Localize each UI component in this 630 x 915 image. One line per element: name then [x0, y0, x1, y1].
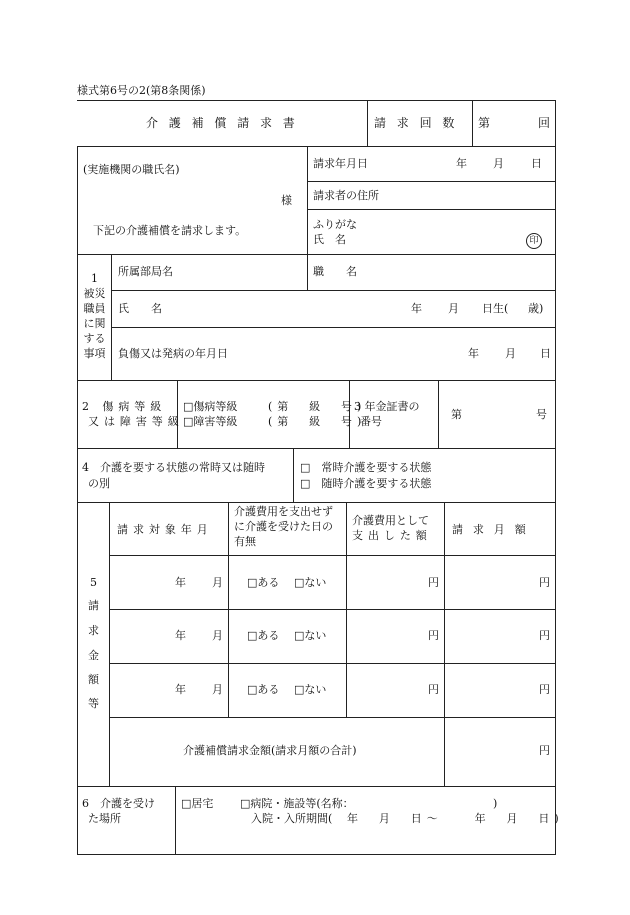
- row3-month: 月: [212, 683, 223, 696]
- request-day: 日: [531, 157, 542, 170]
- s5-label-3: 求: [88, 624, 99, 637]
- request-text: 下記の介護補償を請求します。: [93, 224, 247, 237]
- count-prefix: 第: [478, 116, 491, 130]
- row2-paid-yen: 円: [428, 629, 439, 642]
- col-no-pay-3: 有無: [234, 535, 256, 548]
- request-year: 年: [456, 157, 467, 170]
- s3-label-1: 3 年金証書の: [354, 400, 420, 413]
- row1-month: 月: [212, 576, 223, 589]
- s4-label-2: の別: [88, 477, 110, 490]
- honorific: 様: [281, 194, 292, 207]
- row1-no-option[interactable]: □ない: [294, 576, 327, 589]
- s1-label-3: に関: [83, 317, 106, 330]
- dept-label: 所属部局名: [118, 265, 173, 278]
- row1-year: 年: [175, 576, 186, 589]
- col-no-pay-1: 介護費用を支出せず: [234, 505, 333, 518]
- row3-amount-yen: 円: [539, 683, 550, 696]
- applicant-name-label: 氏 名: [313, 233, 346, 246]
- col-period: 請求対象年月: [117, 523, 213, 536]
- facility-close-paren: ): [493, 797, 498, 810]
- s3-label-2: 番号: [360, 415, 382, 428]
- s3-prefix: 第: [451, 408, 462, 421]
- birth-year: 年: [411, 302, 422, 315]
- s5-label-5: 額: [88, 673, 99, 686]
- row1-amount-yen: 円: [539, 576, 550, 589]
- grade-text-1: (第 級 号): [268, 400, 367, 413]
- birth-month: 月: [448, 302, 459, 315]
- row3-yes-option[interactable]: □ある: [247, 683, 280, 696]
- stay-period-label: 入院・入所期間(: [251, 812, 333, 825]
- agency-label: (実施機関の職氏名): [83, 163, 180, 176]
- occasional-care-option[interactable]: □ 随時介護を要する状態: [300, 477, 432, 490]
- disability-grade-option[interactable]: □障害等級: [183, 415, 238, 428]
- s5-label-6: 等: [88, 697, 99, 710]
- seal-mark: 印: [526, 233, 542, 249]
- row2-yes-option[interactable]: □ある: [247, 629, 280, 642]
- row2-month: 月: [212, 629, 223, 642]
- s4-label-1: 4 介護を要する状態の常時又は随時: [82, 461, 265, 474]
- s6-label-1: 6 介護を受け: [82, 797, 155, 810]
- row1-yes-option[interactable]: □ある: [247, 576, 280, 589]
- row2-year: 年: [175, 629, 186, 642]
- s5-label-1: 5: [90, 576, 97, 589]
- col-no-pay-2: に介護を受けた日の: [234, 520, 333, 533]
- position-label: 職 名: [313, 265, 357, 278]
- grade-text-2: (第 級 号): [268, 415, 367, 428]
- count-suffix: 回: [538, 116, 551, 130]
- age: 歳): [528, 302, 544, 315]
- request-date-label: 請求年月日: [313, 157, 368, 170]
- col-paid-1: 介護費用として: [352, 514, 429, 527]
- injury-day: 日: [540, 347, 551, 360]
- home-option[interactable]: □居宅: [181, 797, 214, 810]
- injury-date-label: 負傷又は発病の年月日: [118, 347, 228, 360]
- s5-label-2: 請: [88, 599, 99, 612]
- employee-name-label: 氏 名: [118, 302, 162, 315]
- s1-number: 1: [91, 272, 98, 285]
- s1-label-1: 被災: [83, 287, 106, 300]
- s6-label-2: た場所: [88, 812, 121, 825]
- col-amount: 請求月額: [452, 523, 536, 536]
- injury-year: 年: [468, 347, 479, 360]
- injury-grade-option[interactable]: □傷病等級: [183, 400, 238, 413]
- row3-year: 年: [175, 683, 186, 696]
- row2-no-option[interactable]: □ない: [294, 629, 327, 642]
- count-label: 請求回数: [374, 116, 466, 130]
- total-label: 介護補償請求金額(請求月額の合計): [183, 744, 357, 757]
- address-label: 請求者の住所: [313, 189, 379, 202]
- facility-option[interactable]: □病院・施設等(名称：: [240, 797, 354, 810]
- total-yen: 円: [539, 744, 550, 757]
- row3-no-option[interactable]: □ない: [294, 683, 327, 696]
- s5-label-4: 金: [88, 649, 99, 662]
- row3-paid-yen: 円: [428, 683, 439, 696]
- s2-label-2: 又は障害等級: [88, 415, 184, 428]
- stay-period-text: 年 月 日～ 年 月 日): [347, 812, 564, 825]
- s1-label-4: する: [83, 332, 106, 345]
- form-title: 介護補償請求書: [146, 116, 306, 130]
- col-paid-2: 支出した額: [352, 529, 432, 542]
- constant-care-option[interactable]: □ 常時介護を要する状態: [300, 461, 432, 474]
- row1-paid-yen: 円: [428, 576, 439, 589]
- s1-label-5: 事項: [83, 347, 106, 360]
- s3-suffix: 号: [536, 408, 547, 421]
- request-month: 月: [493, 157, 504, 170]
- s2-label-1: 2 傷病等級: [82, 400, 167, 413]
- birth-day: 日生(: [482, 302, 509, 315]
- form-number: 様式第6号の2(第8条関係): [77, 84, 206, 97]
- s1-label-2: 職員: [83, 302, 106, 315]
- row2-amount-yen: 円: [539, 629, 550, 642]
- furigana-label: ふりがな: [313, 218, 357, 231]
- injury-month: 月: [505, 347, 516, 360]
